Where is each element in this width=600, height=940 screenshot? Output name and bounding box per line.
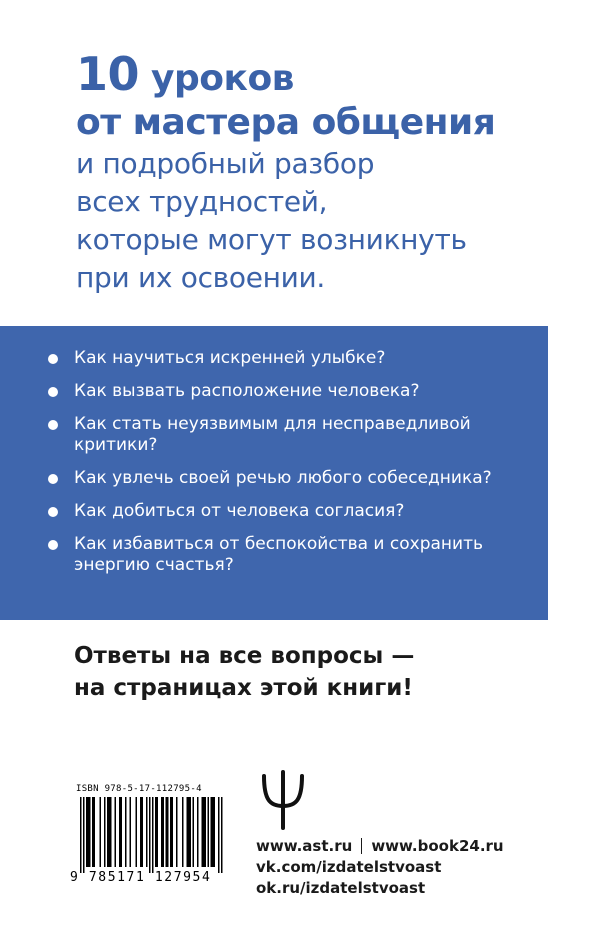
- headline-line-1: [76, 47, 576, 101]
- bullet-icon: [48, 354, 58, 364]
- question-text: Как стать неуязвимым для несправедливой: [74, 414, 471, 434]
- question-text: Как избавиться от беспокойства и сохранить: [74, 534, 483, 554]
- barcode-bar: [214, 797, 216, 867]
- question-item: [48, 414, 518, 456]
- barcode-bar: [202, 797, 204, 867]
- barcode-bar: [197, 797, 199, 867]
- answer-statement: [74, 640, 574, 704]
- barcode-bar: [142, 797, 144, 867]
- barcode-bar: [119, 797, 121, 867]
- publisher-links: [256, 836, 504, 899]
- barcode-bar: [140, 797, 142, 867]
- question-item: [48, 468, 518, 489]
- barcode-bar: [155, 797, 157, 867]
- barcode-bar: [80, 797, 82, 873]
- question-item: [48, 501, 518, 522]
- link-ok[interactable]: ok.ru/izdatelstvoast: [256, 879, 426, 897]
- barcode-bars: [70, 797, 232, 873]
- barcode-bar: [86, 797, 88, 867]
- barcode-bar: [152, 797, 154, 873]
- barcode-bar: [166, 797, 168, 867]
- barcode-bar: [218, 797, 220, 873]
- link-book24[interactable]: www.book24.ru: [371, 837, 504, 855]
- questions-list: [48, 348, 518, 588]
- barcode-bar: [92, 797, 94, 867]
- barcode-bar: [100, 797, 102, 867]
- barcode-bar: [176, 797, 178, 867]
- barcode-bar: [115, 797, 117, 867]
- headline-line-2: от мастера общения: [76, 102, 496, 143]
- answer-line-1: Ответы на все вопросы —: [74, 643, 415, 669]
- barcode-bar: [163, 797, 165, 867]
- question-item: [48, 534, 518, 576]
- barcode-bar: [221, 797, 223, 873]
- barcode-bar: [205, 797, 207, 867]
- links-divider: [361, 838, 362, 854]
- isbn-label: ISBN 978-5-17-112795-4: [76, 784, 202, 794]
- barcode-bar: [89, 797, 91, 867]
- psi-icon: [258, 770, 308, 830]
- barcode-bar: [136, 797, 138, 867]
- barcode-bar: [104, 797, 106, 867]
- barcode-digits: 9 785171 127954: [70, 870, 212, 885]
- barcode-bar: [109, 797, 111, 867]
- barcode-bar: [172, 797, 174, 867]
- question-text: Как научиться искренней улыбке?: [74, 348, 386, 368]
- barcode-bar: [83, 797, 85, 873]
- bullet-icon: [48, 540, 58, 550]
- barcode-bar: [146, 797, 148, 867]
- question-text: Как вызвать расположение человека?: [74, 381, 420, 401]
- bullet-icon: [48, 420, 58, 430]
- barcode-bar: [161, 797, 163, 867]
- link-ast[interactable]: www.ast.ru: [256, 837, 353, 855]
- bullet-icon: [48, 507, 58, 517]
- barcode-bar: [182, 797, 184, 867]
- barcode-bar: [211, 797, 213, 867]
- isbn-barcode: [70, 784, 232, 894]
- barcode-bar: [88, 797, 90, 867]
- subheadline-line-2: всех трудностей,: [76, 185, 328, 218]
- barcode-bar: [130, 797, 132, 867]
- headline-number: 10: [76, 47, 140, 101]
- barcode-bar: [188, 797, 190, 867]
- question-text: Как увлечь своей речью любого собеседника?: [74, 468, 492, 488]
- questions-panel: [0, 326, 548, 620]
- barcode-bar: [94, 797, 96, 867]
- bullet-icon: [48, 474, 58, 484]
- barcode-bar: [212, 797, 214, 867]
- subheadline-line-3: которые могут возникнуть: [76, 223, 467, 256]
- link-vk[interactable]: vk.com/izdatelstvoast: [256, 858, 442, 876]
- barcode-bar: [157, 797, 159, 867]
- barcode-bar: [121, 797, 123, 867]
- barcode-bar: [149, 797, 151, 873]
- barcode-bar: [208, 797, 210, 867]
- headline: [76, 47, 576, 297]
- barcode-bar: [203, 797, 205, 867]
- question-text-continued: энергию счастья?: [74, 555, 234, 575]
- subheadline-line-1: и подробный разбор: [76, 147, 375, 180]
- headline-line-1-rest: уроков: [139, 58, 294, 99]
- subheadline-line-4: при их освоении.: [76, 261, 326, 294]
- barcode-bar: [110, 797, 112, 867]
- barcode-bar: [187, 797, 189, 867]
- question-text-continued: критики?: [74, 435, 158, 455]
- barcode-bar: [125, 797, 127, 867]
- barcode-bar: [170, 797, 172, 867]
- barcode-bar: [107, 797, 109, 867]
- barcode-bar: [193, 797, 195, 867]
- question-text: Как добиться от человека согласия?: [74, 501, 405, 521]
- question-item: [48, 381, 518, 402]
- links-row-sites: [256, 836, 504, 857]
- question-item: [48, 348, 518, 369]
- barcode-bar: [190, 797, 192, 867]
- answer-line-2: на страницах этой книги!: [74, 675, 413, 701]
- bullet-icon: [48, 387, 58, 397]
- barcode-bar: [167, 797, 169, 867]
